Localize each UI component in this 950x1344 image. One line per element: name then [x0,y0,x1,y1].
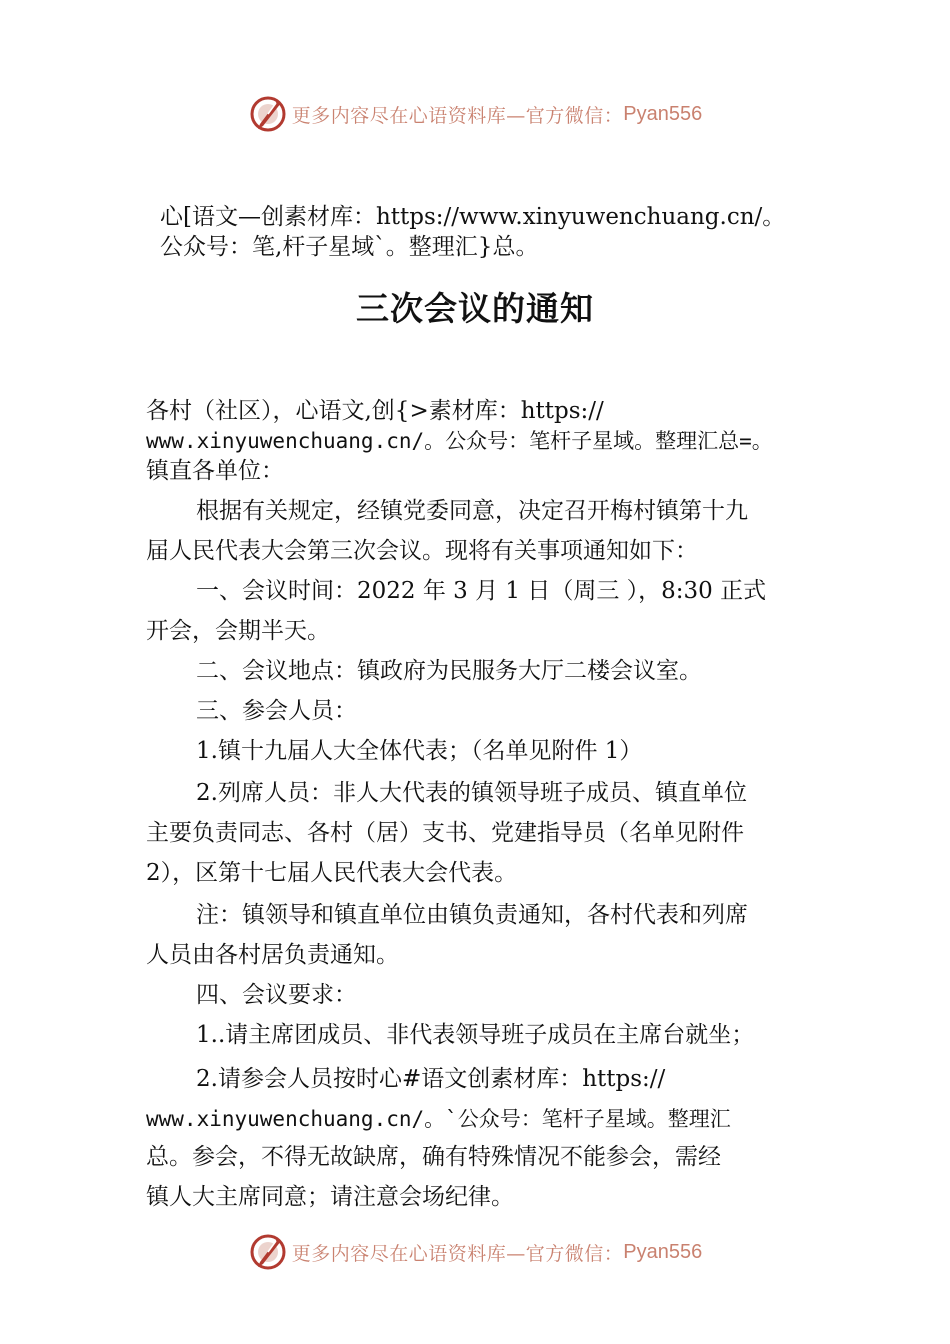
banner-wechat-id: Pyan556 [623,1240,703,1263]
banner-wechat-id: Pyan556 [623,102,703,125]
banner-text: 更多内容尽在心语资料库—官方微信： [291,1242,624,1265]
salutation-line-2: www.xinyuwenchuang.cn/。公众号：笔杆子星域。整理汇总=。 [146,429,773,453]
meeting-location: 二、会议地点：镇政府为民服务大厅二楼会议室。 [196,658,702,684]
quill-pen-icon [248,1232,288,1272]
attendees-heading: 三、参会人员： [196,698,357,724]
requirement-item-2-line-4: 镇人大主席同意；请注意会场纪律。 [146,1184,514,1210]
requirement-item-2-line-1: 2.请参会人员按时心#语文创素材库：https:// [196,1066,666,1092]
footer-banner [0,1232,950,1272]
salutation-line-1: 各村（社区），心语文,创{>素材库：https:// [146,398,604,424]
attendees-item-1: 1.镇十九届人大全体代表；（名单见附件 1） [196,738,643,764]
requirements-heading: 四、会议要求： [196,982,357,1008]
header-note-line-2: 公众号：笔,杆子星域`。整理汇}总。 [160,234,539,260]
document-title: 三次会议的通知 [356,289,594,328]
note-line-1: 注：镇领导和镇直单位由镇负责通知，各村代表和列席 [196,902,748,928]
requirement-item-2-line-2: www.xinyuwenchuang.cn/。`公众号：笔杆子星域。整理汇 [146,1107,731,1131]
quill-pen-icon [248,94,288,134]
attendees-item-2-line-3: 2），区第十七届人民代表大会代表。 [146,860,518,886]
attendees-item-2-line-2: 主要负责同志、各村（居）支书、党建指导员（名单见附件 [146,820,744,846]
salutation-line-3: 镇直各单位： [146,458,284,484]
meeting-time-line-2: 开会，会期半天。 [146,618,330,644]
note-line-2: 人员由各村居负责通知。 [146,942,399,968]
meeting-time-line-1: 一、会议时间：2022 年 3 月 1 日（周三 ），8:30 正式 [196,578,767,604]
paragraph-1-line-1: 根据有关规定，经镇党委同意，决定召开梅村镇第十九 [196,498,748,524]
header-banner [0,94,950,134]
banner-text: 更多内容尽在心语资料库—官方微信： [291,104,624,127]
header-note-line-1: 心[语文—创素材库：https://www.xinyuwenchuang.cn/。 [160,204,786,230]
paragraph-1-line-2: 届人民代表大会第三次会议。现将有关事项通知如下： [146,538,698,564]
requirement-item-1: 1..请主席团成员、非代表领导班子成员在主席台就坐； [196,1022,755,1048]
attendees-item-2-line-1: 2.列席人员：非人大代表的镇领导班子成员、镇直单位 [196,780,747,806]
requirement-item-2-line-3: 总。参会，不得无故缺席，确有特殊情况不能参会，需经 [146,1144,721,1170]
